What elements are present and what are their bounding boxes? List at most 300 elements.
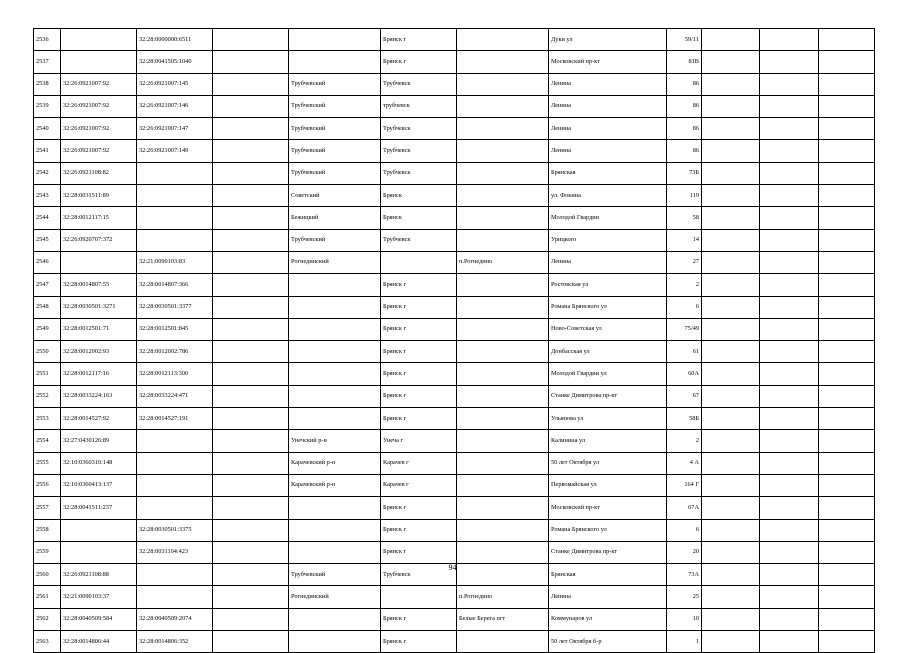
street-cell: Станке Димитрова пр-кт bbox=[549, 541, 667, 563]
settlement-cell bbox=[457, 474, 549, 496]
house-number-cell: 86 bbox=[667, 95, 702, 117]
district-cell: Трубчевский bbox=[289, 73, 381, 95]
empty-cell bbox=[760, 519, 819, 541]
house-number-cell: 14 bbox=[667, 229, 702, 251]
district-cell: Трубчевский bbox=[289, 229, 381, 251]
city-cell: Брянск bbox=[381, 207, 457, 229]
district-cell: Советский bbox=[289, 185, 381, 207]
row-number-cell: 2536 bbox=[34, 29, 61, 51]
empty-cell bbox=[702, 29, 760, 51]
row-number-cell: 2559 bbox=[34, 541, 61, 563]
object-cadastral-number-cell: 32:26:0921007:145 bbox=[137, 73, 213, 95]
district-cell: Рогнединский bbox=[289, 586, 381, 608]
city-cell: Брянск г bbox=[381, 318, 457, 340]
street-cell: Ленина bbox=[549, 140, 667, 162]
district-cell bbox=[289, 608, 381, 630]
city-cell: Брянск г bbox=[381, 408, 457, 430]
empty-cell bbox=[213, 385, 289, 407]
object-cadastral-number-cell bbox=[137, 474, 213, 496]
house-number-cell: 10 bbox=[667, 608, 702, 630]
object-cadastral-number-cell: 32:26:0921007:146 bbox=[137, 95, 213, 117]
cadastral-number-cell: 32:21:0090103:37 bbox=[61, 586, 137, 608]
street-cell: Романа Брянского ул bbox=[549, 519, 667, 541]
street-cell: Московский пр-кт bbox=[549, 51, 667, 73]
street-cell: Станке Димитрова пр-кт bbox=[549, 385, 667, 407]
city-cell: Трубчевск bbox=[381, 118, 457, 140]
table-row bbox=[34, 185, 875, 207]
table-row bbox=[34, 408, 875, 430]
house-number-cell: 27 bbox=[667, 251, 702, 273]
empty-cell bbox=[702, 363, 760, 385]
empty-cell bbox=[760, 95, 819, 117]
settlement-cell bbox=[457, 95, 549, 117]
house-number-cell: 67 bbox=[667, 385, 702, 407]
house-number-cell: 119 bbox=[667, 185, 702, 207]
empty-cell bbox=[213, 541, 289, 563]
cadastral-number-cell: 32:26:0921108:88 bbox=[61, 564, 137, 586]
object-cadastral-number-cell: 32:28:0014527:191 bbox=[137, 408, 213, 430]
object-cadastral-number-cell bbox=[137, 207, 213, 229]
page-number: 94 bbox=[448, 563, 457, 572]
empty-cell bbox=[819, 296, 875, 318]
house-number-cell: 58 bbox=[667, 207, 702, 229]
empty-cell bbox=[702, 519, 760, 541]
object-cadastral-number-cell: 32:28:0014807:366 bbox=[137, 274, 213, 296]
cadastral-number-cell bbox=[61, 51, 137, 73]
cadastral-number-cell: 32:28:0031511:89 bbox=[61, 185, 137, 207]
row-number-cell: 2563 bbox=[34, 631, 61, 653]
settlement-cell: п.Рогнедино bbox=[457, 586, 549, 608]
table-row bbox=[34, 541, 875, 563]
city-cell: Трубчевск bbox=[381, 162, 457, 184]
cadastral-number-cell: 32:28:0012002:93 bbox=[61, 341, 137, 363]
object-cadastral-number-cell: 32:28:0033224:471 bbox=[137, 385, 213, 407]
table-row bbox=[34, 162, 875, 184]
cadastral-number-cell: 32:26:0921007:92 bbox=[61, 95, 137, 117]
empty-cell bbox=[819, 51, 875, 73]
city-cell: Трубчевск bbox=[381, 73, 457, 95]
table-row bbox=[34, 631, 875, 653]
empty-cell bbox=[760, 586, 819, 608]
empty-cell bbox=[819, 140, 875, 162]
empty-cell bbox=[213, 251, 289, 273]
district-cell: Карачевский р-н bbox=[289, 452, 381, 474]
row-number-cell: 2537 bbox=[34, 51, 61, 73]
settlement-cell bbox=[457, 519, 549, 541]
city-cell: Брянск г bbox=[381, 497, 457, 519]
object-cadastral-number-cell: 32:26:0921007:149 bbox=[137, 140, 213, 162]
city-cell: Карачев г bbox=[381, 474, 457, 496]
street-cell: Московский пр-кт bbox=[549, 497, 667, 519]
table-row bbox=[34, 207, 875, 229]
house-number-cell: 60А bbox=[667, 363, 702, 385]
settlement-cell bbox=[457, 497, 549, 519]
city-cell bbox=[381, 251, 457, 273]
empty-cell bbox=[819, 318, 875, 340]
empty-cell bbox=[760, 341, 819, 363]
empty-cell bbox=[760, 296, 819, 318]
empty-cell bbox=[213, 185, 289, 207]
settlement-cell bbox=[457, 296, 549, 318]
cadastral-number-cell: 32:28:0033224:163 bbox=[61, 385, 137, 407]
register-table bbox=[33, 28, 875, 653]
empty-cell bbox=[702, 95, 760, 117]
house-number-cell: 25 bbox=[667, 586, 702, 608]
empty-cell bbox=[760, 51, 819, 73]
empty-cell bbox=[702, 296, 760, 318]
object-cadastral-number-cell: 32:28:0041505:1040 bbox=[137, 51, 213, 73]
empty-cell bbox=[819, 452, 875, 474]
city-cell: Унеча г bbox=[381, 430, 457, 452]
object-cadastral-number-cell bbox=[137, 185, 213, 207]
table-row bbox=[34, 452, 875, 474]
cadastral-number-cell bbox=[61, 251, 137, 273]
row-number-cell: 2543 bbox=[34, 185, 61, 207]
row-number-cell: 2561 bbox=[34, 586, 61, 608]
settlement-cell bbox=[457, 408, 549, 430]
empty-cell bbox=[702, 408, 760, 430]
street-cell: ул. Фокина bbox=[549, 185, 667, 207]
empty-cell bbox=[213, 363, 289, 385]
empty-cell bbox=[819, 385, 875, 407]
cadastral-number-cell: 32:28:0014527:92 bbox=[61, 408, 137, 430]
table-row bbox=[34, 318, 875, 340]
empty-cell bbox=[760, 162, 819, 184]
district-cell bbox=[289, 385, 381, 407]
empty-cell bbox=[702, 631, 760, 653]
city-cell: Брянск г bbox=[381, 363, 457, 385]
settlement-cell bbox=[457, 274, 549, 296]
object-cadastral-number-cell bbox=[137, 229, 213, 251]
settlement-cell bbox=[457, 631, 549, 653]
house-number-cell: 164 Г bbox=[667, 474, 702, 496]
empty-cell bbox=[819, 274, 875, 296]
street-cell: 50 лет Октября ул bbox=[549, 452, 667, 474]
empty-cell bbox=[702, 474, 760, 496]
cadastral-number-cell: 32:26:0921007:92 bbox=[61, 73, 137, 95]
cadastral-number-cell: 32:10:0360413:137 bbox=[61, 474, 137, 496]
cadastral-number-cell: 32:26:0921007:92 bbox=[61, 140, 137, 162]
cadastral-number-cell bbox=[61, 29, 137, 51]
cadastral-number-cell: 32:28:0040509:584 bbox=[61, 608, 137, 630]
empty-cell bbox=[819, 95, 875, 117]
empty-cell bbox=[702, 229, 760, 251]
empty-cell bbox=[819, 185, 875, 207]
table-row bbox=[34, 118, 875, 140]
district-cell bbox=[289, 296, 381, 318]
cadastral-number-cell: 32:10:0360310:148 bbox=[61, 452, 137, 474]
cadastral-number-cell bbox=[61, 519, 137, 541]
table-row bbox=[34, 73, 875, 95]
empty-cell bbox=[819, 29, 875, 51]
empty-cell bbox=[702, 430, 760, 452]
district-cell bbox=[289, 497, 381, 519]
empty-cell bbox=[819, 341, 875, 363]
table-row bbox=[34, 363, 875, 385]
city-cell: Брянск bbox=[381, 185, 457, 207]
empty-cell bbox=[819, 229, 875, 251]
district-cell: Бежицкий bbox=[289, 207, 381, 229]
settlement-cell bbox=[457, 318, 549, 340]
street-cell: Молодой Гвардии ул bbox=[549, 363, 667, 385]
empty-cell bbox=[213, 452, 289, 474]
empty-cell bbox=[213, 430, 289, 452]
empty-cell bbox=[213, 341, 289, 363]
settlement-cell bbox=[457, 430, 549, 452]
row-number-cell: 2548 bbox=[34, 296, 61, 318]
house-number-cell: 61 bbox=[667, 341, 702, 363]
house-number-cell: 75/49 bbox=[667, 318, 702, 340]
empty-cell bbox=[760, 318, 819, 340]
empty-cell bbox=[819, 73, 875, 95]
house-number-cell: 86 bbox=[667, 118, 702, 140]
settlement-cell bbox=[457, 162, 549, 184]
city-cell: Брянск г bbox=[381, 541, 457, 563]
table-row bbox=[34, 140, 875, 162]
street-cell: Дуки ул bbox=[549, 29, 667, 51]
object-cadastral-number-cell: 32:28:0012002:786 bbox=[137, 341, 213, 363]
district-cell bbox=[289, 408, 381, 430]
district-cell bbox=[289, 341, 381, 363]
empty-cell bbox=[760, 251, 819, 273]
district-cell bbox=[289, 363, 381, 385]
city-cell: Карачев г bbox=[381, 452, 457, 474]
empty-cell bbox=[760, 118, 819, 140]
street-cell: Ленина bbox=[549, 586, 667, 608]
row-number-cell: 2562 bbox=[34, 608, 61, 630]
district-cell: Трубчевский bbox=[289, 95, 381, 117]
table-row bbox=[34, 229, 875, 251]
empty-cell bbox=[760, 73, 819, 95]
object-cadastral-number-cell: 32:21:0090103:83 bbox=[137, 251, 213, 273]
row-number-cell: 2545 bbox=[34, 229, 61, 251]
empty-cell bbox=[819, 251, 875, 273]
cadastral-number-cell: 32:28:0014806:44 bbox=[61, 631, 137, 653]
house-number-cell: 73А bbox=[667, 564, 702, 586]
empty-cell bbox=[819, 519, 875, 541]
district-cell bbox=[289, 29, 381, 51]
empty-cell bbox=[819, 541, 875, 563]
empty-cell bbox=[760, 497, 819, 519]
settlement-cell bbox=[457, 51, 549, 73]
empty-cell bbox=[819, 408, 875, 430]
settlement-cell: Белые Берега пгт bbox=[457, 608, 549, 630]
empty-cell bbox=[702, 318, 760, 340]
empty-cell bbox=[819, 631, 875, 653]
cadastral-number-cell: 32:28:0014807:55 bbox=[61, 274, 137, 296]
empty-cell bbox=[213, 51, 289, 73]
empty-cell bbox=[213, 118, 289, 140]
empty-cell bbox=[702, 586, 760, 608]
street-cell: Ново-Советская ул bbox=[549, 318, 667, 340]
house-number-cell: 2 bbox=[667, 430, 702, 452]
row-number-cell: 2556 bbox=[34, 474, 61, 496]
city-cell: Трубчевск bbox=[381, 140, 457, 162]
row-number-cell: 2546 bbox=[34, 251, 61, 273]
row-number-cell: 2540 bbox=[34, 118, 61, 140]
row-number-cell: 2547 bbox=[34, 274, 61, 296]
object-cadastral-number-cell: 32:28:0012113:300 bbox=[137, 363, 213, 385]
empty-cell bbox=[213, 207, 289, 229]
object-cadastral-number-cell: 32:28:0012501:845 bbox=[137, 318, 213, 340]
table-row bbox=[34, 95, 875, 117]
empty-cell bbox=[702, 118, 760, 140]
cadastral-number-cell: 32:27:0430126:89 bbox=[61, 430, 137, 452]
empty-cell bbox=[760, 363, 819, 385]
street-cell: Ленина bbox=[549, 118, 667, 140]
house-number-cell: 4 А bbox=[667, 452, 702, 474]
street-cell: Романа Брянского ул bbox=[549, 296, 667, 318]
empty-cell bbox=[702, 140, 760, 162]
empty-cell bbox=[760, 631, 819, 653]
object-cadastral-number-cell bbox=[137, 586, 213, 608]
empty-cell bbox=[760, 29, 819, 51]
empty-cell bbox=[702, 385, 760, 407]
city-cell bbox=[381, 586, 457, 608]
table-row bbox=[34, 51, 875, 73]
object-cadastral-number-cell: 32:28:0000000:6511 bbox=[137, 29, 213, 51]
cadastral-number-cell: 32:28:0012117:16 bbox=[61, 363, 137, 385]
city-cell: Брянск г bbox=[381, 519, 457, 541]
object-cadastral-number-cell: 32:28:0031104:423 bbox=[137, 541, 213, 563]
empty-cell bbox=[760, 430, 819, 452]
empty-cell bbox=[213, 29, 289, 51]
table-row bbox=[34, 519, 875, 541]
empty-cell bbox=[702, 452, 760, 474]
district-cell: Унечский р-н bbox=[289, 430, 381, 452]
table-row bbox=[34, 296, 875, 318]
empty-cell bbox=[760, 608, 819, 630]
table-row bbox=[34, 608, 875, 630]
empty-cell bbox=[702, 51, 760, 73]
row-number-cell: 2544 bbox=[34, 207, 61, 229]
cadastral-number-cell: 32:28:0030501:3271 bbox=[61, 296, 137, 318]
house-number-cell: 1 bbox=[667, 631, 702, 653]
cadastral-number-cell: 32:26:0921007:92 bbox=[61, 118, 137, 140]
street-cell: Ульянова ул bbox=[549, 408, 667, 430]
street-cell: Урицкого bbox=[549, 229, 667, 251]
empty-cell bbox=[213, 162, 289, 184]
street-cell: Брянская bbox=[549, 162, 667, 184]
table-row bbox=[34, 251, 875, 273]
empty-cell bbox=[819, 608, 875, 630]
empty-cell bbox=[760, 474, 819, 496]
empty-cell bbox=[213, 95, 289, 117]
table-row bbox=[34, 497, 875, 519]
empty-cell bbox=[760, 229, 819, 251]
district-cell bbox=[289, 631, 381, 653]
cadastral-number-cell: 32:26:0920707:372 bbox=[61, 229, 137, 251]
row-number-cell: 2553 bbox=[34, 408, 61, 430]
empty-cell bbox=[702, 341, 760, 363]
cadastral-number-cell: 32:26:0921108:82 bbox=[61, 162, 137, 184]
table-row bbox=[34, 274, 875, 296]
street-cell: Первомайская ул bbox=[549, 474, 667, 496]
empty-cell bbox=[213, 586, 289, 608]
settlement-cell: п.Рогнедино bbox=[457, 251, 549, 273]
empty-cell bbox=[760, 185, 819, 207]
settlement-cell bbox=[457, 185, 549, 207]
empty-cell bbox=[760, 452, 819, 474]
house-number-cell: 67А bbox=[667, 497, 702, 519]
object-cadastral-number-cell bbox=[137, 430, 213, 452]
empty-cell bbox=[819, 207, 875, 229]
empty-cell bbox=[702, 497, 760, 519]
district-cell: Трубчевский bbox=[289, 118, 381, 140]
empty-cell bbox=[760, 408, 819, 430]
city-cell: Брянск г bbox=[381, 274, 457, 296]
empty-cell bbox=[819, 497, 875, 519]
object-cadastral-number-cell bbox=[137, 452, 213, 474]
empty-cell bbox=[702, 541, 760, 563]
object-cadastral-number-cell: 32:28:0030501:3377 bbox=[137, 296, 213, 318]
register-body bbox=[34, 29, 875, 653]
row-number-cell: 2555 bbox=[34, 452, 61, 474]
city-cell: Брянск г bbox=[381, 51, 457, 73]
settlement-cell bbox=[457, 29, 549, 51]
street-cell: 50 лет Октября б-р bbox=[549, 631, 667, 653]
street-cell: Калинина ул bbox=[549, 430, 667, 452]
settlement-cell bbox=[457, 363, 549, 385]
house-number-cell: 20 bbox=[667, 541, 702, 563]
city-cell: Брянск г bbox=[381, 385, 457, 407]
street-cell: Коммунаров ул bbox=[549, 608, 667, 630]
city-cell: Брянск г bbox=[381, 631, 457, 653]
empty-cell bbox=[213, 497, 289, 519]
row-number-cell: 2542 bbox=[34, 162, 61, 184]
row-number-cell: 2550 bbox=[34, 341, 61, 363]
cadastral-number-cell: 32:28:0012117:15 bbox=[61, 207, 137, 229]
city-cell: Брянск г bbox=[381, 296, 457, 318]
settlement-cell bbox=[457, 207, 549, 229]
object-cadastral-number-cell: 32:28:0014806:352 bbox=[137, 631, 213, 653]
empty-cell bbox=[760, 140, 819, 162]
city-cell: Трубчевск bbox=[381, 564, 457, 586]
street-cell: Ростовская ул bbox=[549, 274, 667, 296]
empty-cell bbox=[702, 162, 760, 184]
empty-cell bbox=[760, 207, 819, 229]
empty-cell bbox=[760, 541, 819, 563]
row-number-cell: 2557 bbox=[34, 497, 61, 519]
city-cell: Брянск г bbox=[381, 341, 457, 363]
district-cell bbox=[289, 274, 381, 296]
table-row bbox=[34, 341, 875, 363]
empty-cell bbox=[213, 274, 289, 296]
row-number-cell: 2549 bbox=[34, 318, 61, 340]
empty-cell bbox=[819, 118, 875, 140]
object-cadastral-number-cell: 32:26:0921007:147 bbox=[137, 118, 213, 140]
empty-cell bbox=[702, 207, 760, 229]
settlement-cell bbox=[457, 140, 549, 162]
empty-cell bbox=[760, 385, 819, 407]
city-cell: трубчевск bbox=[381, 95, 457, 117]
street-cell: Брянская bbox=[549, 564, 667, 586]
settlement-cell bbox=[457, 73, 549, 95]
empty-cell bbox=[819, 363, 875, 385]
settlement-cell bbox=[457, 452, 549, 474]
settlement-cell bbox=[457, 541, 549, 563]
empty-cell bbox=[213, 318, 289, 340]
house-number-cell: 73Б bbox=[667, 162, 702, 184]
settlement-cell bbox=[457, 118, 549, 140]
empty-cell bbox=[819, 586, 875, 608]
district-cell bbox=[289, 519, 381, 541]
empty-cell bbox=[213, 631, 289, 653]
cadastral-number-cell: 32:28:0012501:71 bbox=[61, 318, 137, 340]
empty-cell bbox=[213, 296, 289, 318]
city-cell: Брянск г bbox=[381, 608, 457, 630]
empty-cell bbox=[819, 162, 875, 184]
